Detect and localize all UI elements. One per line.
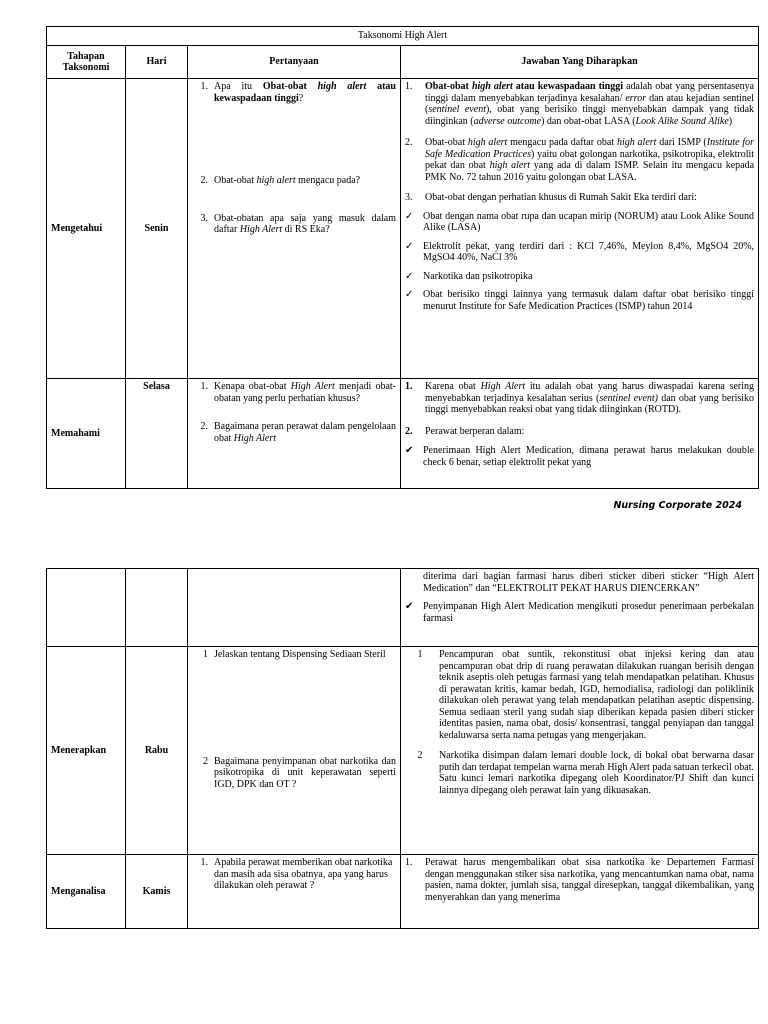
taxonomy-table-page-1	[46, 26, 759, 489]
checklist-item: ✓ Elektrolit pekat, yang terdiri dari : KCl 7,46%, Meylon 8,4%, MgSO4 20%, MgSO4 40%, NaCl 3%	[405, 240, 755, 263]
questions-menerapkan	[188, 647, 401, 855]
check-icon: ✔	[405, 601, 414, 612]
day-empty	[126, 569, 188, 647]
day-rabu: Rabu	[126, 647, 188, 855]
day-senin: Senin	[126, 79, 188, 379]
question-item: 2. Bagaimana peran perawat dalam pengelolaan obat High Alert	[200, 421, 396, 444]
answers-menerapkan	[401, 647, 759, 855]
answers-menganalisa	[401, 855, 759, 929]
answer-item: 3. Obat-obat dengan perhatian khusus di Rumah Sakit Eka terdiri dari:	[405, 192, 697, 203]
row-menerapkan	[47, 647, 759, 855]
question-item: 2 Bagaimana penyimpanan obat narkotika dan psikotropika di unit keperawatan seperti IGD, DPK dan OT ?	[203, 755, 396, 790]
header-question: Pertanyaan	[188, 46, 401, 79]
table-title: Taksonomi High Alert	[47, 27, 759, 46]
question-item: 1. Apa itu Obat-obat high alert atau kewaspadaan tinggi?	[200, 81, 396, 104]
question-item: 1 Jelaskan tentang Dispensing Sediaan Steril	[203, 649, 386, 660]
row-mengetahui	[47, 79, 759, 379]
row-memahami-continued	[47, 569, 759, 647]
questions-empty	[188, 569, 401, 647]
question-item: 1. Apabila perawat memberikan obat narkotika dan masih ada sisa obatnya, apa yang harus dilakukan oleh perawat ?	[200, 857, 393, 891]
answer-item: 2. Obat-obat high alert mengacu pada daftar obat high alert dari ISMP (Institute for Safe Medication Practices) yaitu obat golongan narkotika, psikotropika, elektrolit pekat dan obat high alert yang ada di dalam ISMP. Selain itu mengacu kepada PMK No. 72 tahun 2016 yaitu golongan obat LASA.	[405, 137, 755, 183]
checklist-item-continued: diterima dari bagian farmasi harus diberi sticker diberi sticker “High Alert Medication” dan “ELEKTROLIT PEKAT HARUS DIENCERKAN”	[423, 571, 754, 594]
header-day: Hari	[126, 46, 188, 79]
questions-mengetahui	[188, 79, 401, 379]
stage-empty	[47, 569, 126, 647]
questions-menganalisa	[188, 855, 401, 929]
answers-memahami	[401, 379, 759, 489]
answer-item: 1. Karena obat High Alert itu adalah obat yang harus diwaspadai karena sering menyebabkan terjadinya kesalahan serius (sentinel event) dan obat yang berisiko tinggi menyebabkan reaksi obat yang tidak diinginkan (ROTD).	[405, 381, 755, 415]
answer-item: 2 Narkotika disimpan dalam lemari double lock, di bokal obat berwarna dasar putih dan terdapat tempelan warna merah High Alert pada satuan terkecil obat. Satu kunci lemari narkotika dipegang oleh Koordinator/PJ Shift dan kunci lainnya dipegang oleh perawat lain yang dikuasakan.	[417, 750, 754, 796]
header-answer: Jawaban Yang Diharapkan	[401, 46, 759, 79]
answer-item: 1. Obat-obat high alert atau kewaspadaan tinggi adalah obat yang persentasenya tinggi dalam menyebabkan terjadinya kesalahan/ error dan atau kejadian sentinel (sentinel event), obat yang berisiko tinggi menyebabkan dampak yang tidak diinginkan (adverse outcome) dan obat-obat LASA (Look Alike Sound Alike)	[405, 81, 755, 127]
stage-mengetahui: Mengetahui	[47, 79, 126, 379]
row-memahami	[47, 379, 759, 489]
answers-mengetahui	[401, 79, 759, 379]
row-menganalisa	[47, 855, 759, 929]
answers-memahami-continued	[401, 569, 759, 647]
check-icon: ✔	[405, 445, 414, 456]
footer-text: Nursing Corporate 2024	[613, 500, 742, 511]
checklist-item: ✓ Narkotika dan psikotropika	[405, 270, 533, 282]
answer-item: 2. Perawat berperan dalam:	[405, 425, 525, 437]
check-icon: ✓	[405, 270, 414, 282]
question-item: 3. Obat-obatan apa saja yang masuk dalam daftar High Alert di RS Eka?	[200, 212, 396, 235]
checklist-item: ✔ Penerimaan High Alert Medication, dimana perawat harus melakukan double check 6 benar, setiap elektrolit pekat yang	[405, 445, 755, 468]
check-icon: ✓	[405, 289, 414, 300]
checklist-item: ✓ Obat dengan nama obat rupa dan ucapan mirip (NORUM) atau Look Alike Sound Alike (LASA)	[405, 210, 755, 233]
question-item: 1. Kenapa obat-obat High Alert menjadi obat-obatan yang perlu perhatian khusus?	[200, 381, 396, 404]
check-icon: ✓	[405, 240, 414, 252]
checklist-item: ✓ Obat berisiko tinggi lainnya yang termasuk dalam daftar obat berisiko tinggi menurut Institute for Safe Medication Practices (ISMP) tahun 2014	[405, 289, 755, 312]
taxonomy-table-page-2	[46, 568, 759, 929]
header-stage: Tahapan Taksonomi	[47, 46, 126, 79]
day-selasa: Selasa	[126, 379, 188, 489]
answer-item: 1. Perawat harus mengembalikan obat sisa narkotika ke Departemen Farmasi dengan menggunakan stiker sisa narkotika, yang mencantumkan nama obat, nama pasien, nama dokter, jumlah sisa, tanggal diresepkan, tanggal dikembalikan, yang menyerahkan dan yang menerima	[405, 857, 754, 903]
stage-memahami: Memahami	[47, 379, 126, 489]
checklist-item: ✔ Penyimpanan High Alert Medication mengikuti prosedur penerimaan perbekalan farmasi	[405, 601, 754, 624]
question-item: 2. Obat-obat high alert mengacu pada?	[200, 175, 361, 186]
stage-menerapkan: Menerapkan	[47, 647, 126, 855]
check-icon: ✓	[405, 210, 414, 222]
answer-item: 1 Pencampuran obat suntik, rekonstitusi obat injeksi kering dan atau pencampuran obat drip di ruang perawatan dilakukan ruangan berisih dengan teknik aseptis oleh petugas farmasi yang telah mendapatkan pelatihan. Khusus di perawatan kritis, kamar bedah, IGD, hemodialisa, radiologi dan poliklinik dilakukan oleh perawat yang telah mendapatkan pelatihan aseptic dispensing. Semua sediaan steril yang sudah siap diberikan kepada pasien diberi sticker identitas pasien, nama obat, dosis/ konsentrasi, tanggal penyiapan dan tanggal kedaluwarsa serta nama petugas yang mengerjakan.	[417, 649, 754, 741]
questions-memahami	[188, 379, 401, 489]
stage-menganalisa: Menganalisa	[47, 855, 126, 929]
day-kamis: Kamis	[126, 855, 188, 929]
